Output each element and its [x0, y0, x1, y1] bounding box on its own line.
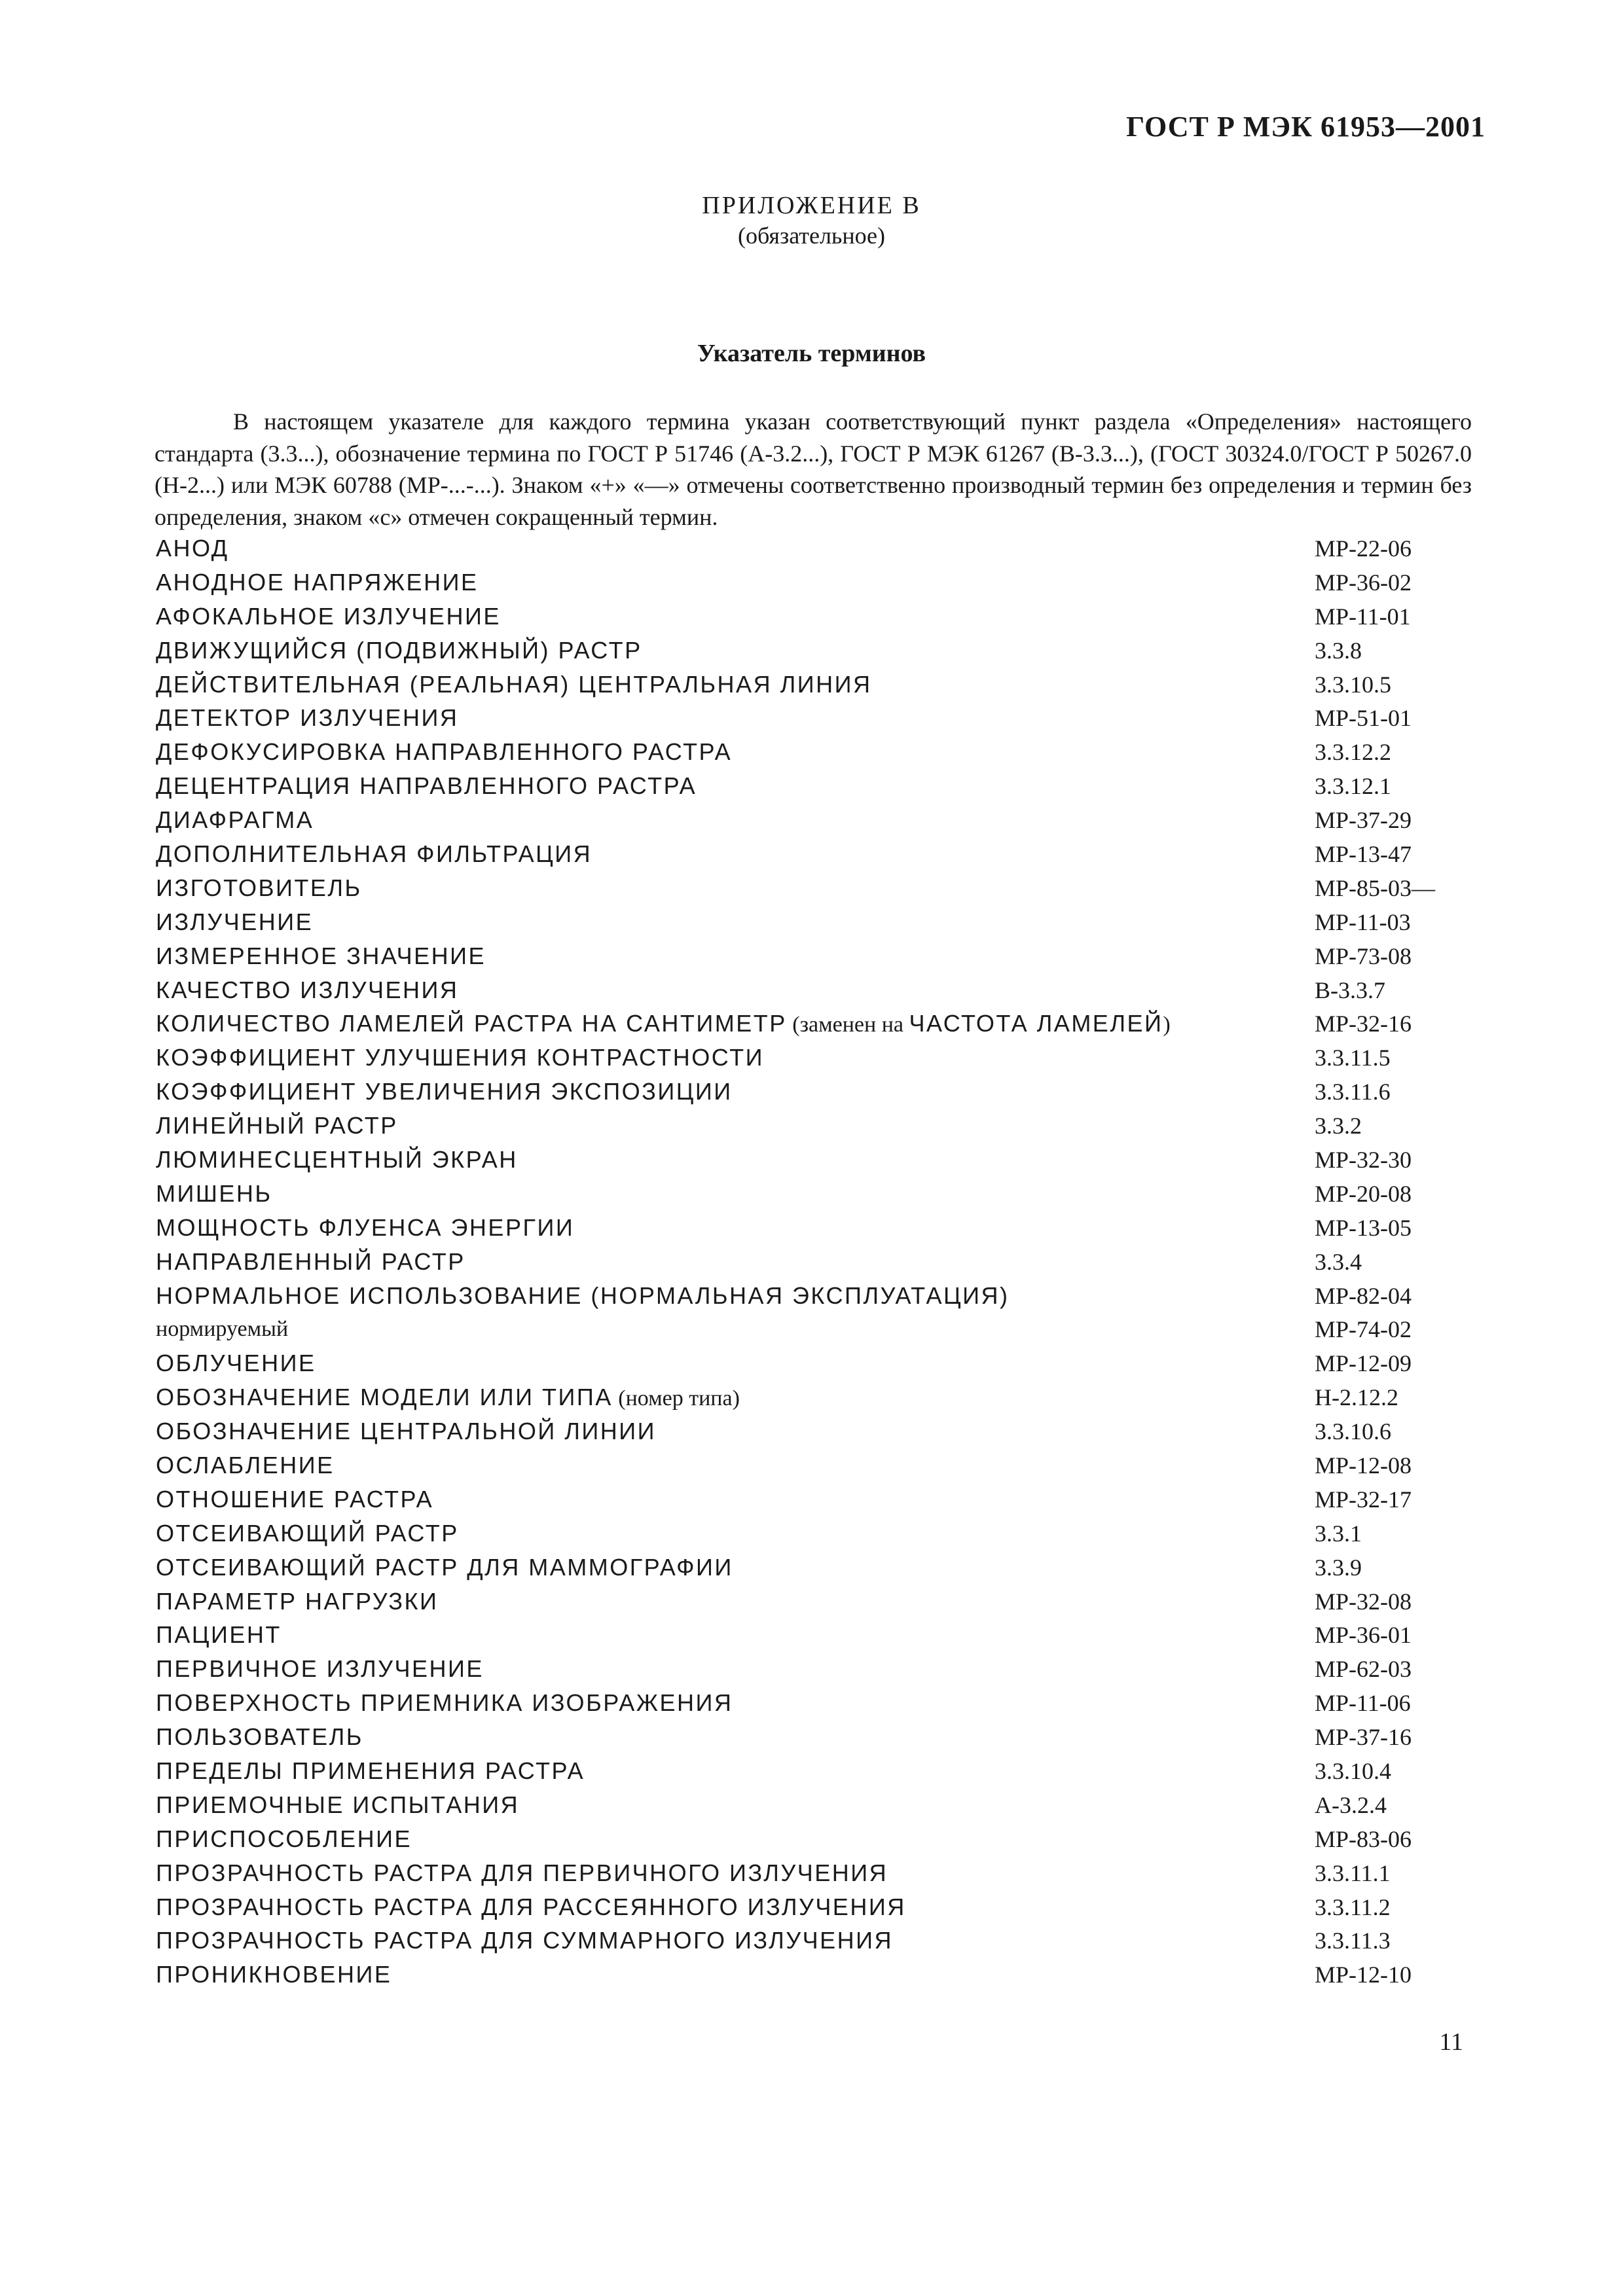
term-row: [156, 1585, 1472, 1619]
term-reference: МР-73-08: [1315, 942, 1412, 969]
term-reference: МР-62-03: [1315, 1656, 1412, 1683]
term-reference: 3.3.2: [1315, 1113, 1362, 1139]
term-reference: МР-36-02: [1315, 569, 1412, 596]
term-name: [156, 1452, 335, 1479]
term-text: КАЧЕСТВО ИЗЛУЧЕНИЯ: [156, 976, 459, 1003]
term-reference: МР-37-16: [1315, 1724, 1412, 1751]
term-row: [156, 1551, 1472, 1585]
term-name: [156, 1350, 316, 1377]
term-text-secondary: ЧАСТОТА ЛАМЕЛЕЙ: [909, 1010, 1163, 1037]
term-text: ПРОНИКНОВЕНИЕ: [156, 1961, 392, 1988]
term-text: ПРИСПОСОБЛЕНИЕ: [156, 1825, 412, 1852]
term-reference: 3.3.4: [1315, 1248, 1362, 1275]
term-note: (заменен на: [786, 1013, 909, 1037]
term-row: [156, 1177, 1472, 1211]
term-row: [156, 1007, 1472, 1041]
term-row: [156, 1619, 1472, 1653]
term-row: [156, 1211, 1472, 1245]
term-row: [156, 701, 1472, 735]
term-name: [156, 1214, 574, 1242]
term-text: ИЗЛУЧЕНИЕ: [156, 908, 314, 935]
term-name: [156, 806, 314, 834]
term-row: [156, 565, 1472, 600]
term-name: [156, 1486, 433, 1513]
term-reference: МР-11-01: [1315, 603, 1411, 630]
term-reference: 3.3.10.4: [1315, 1758, 1391, 1784]
term-name: [156, 1859, 888, 1887]
term-text: ОБОЗНАЧЕНИЕ ЦЕНТРАЛЬНОЙ ЛИНИИ: [156, 1418, 656, 1445]
term-reference: 3.3.11.2: [1315, 1893, 1391, 1920]
term-row: [156, 1414, 1472, 1448]
term-text: ДИАФРАГМА: [156, 806, 314, 834]
term-text: ПЕРВИЧНОЕ ИЗЛУЧЕНИЕ: [156, 1655, 484, 1683]
term-name: [156, 1146, 518, 1174]
term-text: ПАРАМЕТР НАГРУЗКИ: [156, 1587, 439, 1615]
term-reference: МР-11-06: [1315, 1690, 1411, 1717]
term-reference: МР-12-09: [1315, 1350, 1412, 1377]
term-name: [156, 535, 229, 562]
term-row: [156, 1482, 1472, 1516]
term-row: [156, 600, 1472, 634]
term-name: [156, 704, 458, 732]
term-name: [156, 1248, 465, 1276]
term-reference: 3.3.8: [1315, 637, 1362, 664]
term-name: [156, 977, 458, 1004]
term-name: [156, 1757, 585, 1785]
term-reference: 3.3.9: [1315, 1554, 1362, 1581]
term-row: [156, 1924, 1472, 1958]
term-name: [156, 942, 486, 970]
term-reference: МР-12-10: [1315, 1962, 1412, 1988]
term-name: [156, 1927, 893, 1954]
term-text: ДЕЦЕНТРАЦИЯ НАПРАВЛЕННОГО РАСТРА: [156, 772, 697, 800]
term-note-close: ): [1163, 1013, 1171, 1037]
term-reference: МР-85-03—: [1315, 874, 1436, 901]
term-name: [156, 1010, 1171, 1037]
term-name: [156, 1825, 412, 1853]
term-name: [156, 1689, 733, 1717]
term-reference: МР-22-06: [1315, 535, 1412, 562]
term-row: [156, 837, 1472, 871]
term-row: [156, 1788, 1472, 1822]
term-reference: МР-11-03: [1315, 908, 1411, 935]
term-row: [156, 1958, 1472, 1992]
term-name: [156, 840, 592, 868]
term-row: [156, 769, 1472, 803]
term-row: [156, 1312, 1472, 1346]
term-reference: МР-74-02: [1315, 1316, 1412, 1343]
term-text: ПОЛЬЗОВАТЕЛЬ: [156, 1723, 363, 1751]
term-text: ПРЕДЕЛЫ ПРИМЕНЕНИЯ РАСТРА: [156, 1757, 585, 1784]
term-reference: 3.3.12.2: [1315, 739, 1391, 766]
term-note: (номер типа): [612, 1386, 740, 1411]
term-reference: 3.3.11.1: [1315, 1859, 1391, 1886]
term-text: ОТНОШЕНИЕ РАСТРА: [156, 1485, 434, 1513]
term-text: ОБОЗНАЧЕНИЕ МОДЕЛИ ИЛИ ТИПА: [156, 1384, 613, 1411]
term-row: [156, 939, 1472, 973]
term-reference: Н-2.12.2: [1315, 1384, 1398, 1411]
term-text: КОЭФФИЦИЕНТ УЛУЧШЕНИЯ КОНТРАСТНОСТИ: [156, 1044, 764, 1071]
term-reference: 3.3.10.5: [1315, 671, 1391, 698]
term-text: КОЛИЧЕСТВО ЛАМЕЛЕЙ РАСТРА НА САНТИМЕТР: [156, 1010, 787, 1037]
term-row: [156, 1516, 1472, 1551]
term-name: [156, 1723, 363, 1751]
term-row: [156, 905, 1472, 939]
term-name: [156, 874, 362, 902]
term-reference: МР-20-08: [1315, 1180, 1412, 1207]
term-row: [156, 1890, 1472, 1924]
term-text: АНОДНОЕ НАПРЯЖЕНИЕ: [156, 568, 479, 596]
term-name: [156, 1621, 282, 1649]
term-text: НАПРАВЛЕННЫЙ РАСТР: [156, 1247, 465, 1275]
term-row: [156, 1041, 1472, 1075]
term-text: ПРОЗРАЧНОСТЬ РАСТРА ДЛЯ СУММАРНОГО ИЗЛУЧЕНИЯ: [156, 1927, 894, 1954]
annex-note: (обязательное): [738, 223, 885, 249]
term-text: ОБЛУЧЕНИЕ: [156, 1350, 316, 1377]
term-row: [156, 1279, 1472, 1313]
term-row: [156, 973, 1472, 1007]
term-text: ДЕФОКУСИРОВКА НАПРАВЛЕННОГО РАСТРА: [156, 738, 733, 766]
term-name: [156, 738, 732, 766]
term-text: ДВИЖУЩИЙСЯ (ПОДВИЖНЫЙ) РАСТР: [156, 636, 642, 664]
term-row: [156, 735, 1472, 769]
term-text: ДЕЙСТВИТЕЛЬНАЯ (РЕАЛЬНАЯ) ЦЕНТРАЛЬНАЯ ЛИНИЯ: [156, 670, 872, 698]
term-row: [156, 871, 1472, 905]
term-name: [156, 772, 697, 800]
term-text: КОЭФФИЦИЕНТ УВЕЛИЧЕНИЯ ЭКСПОЗИЦИИ: [156, 1078, 733, 1105]
term-text: ОСЛАБЛЕНИЕ: [156, 1451, 335, 1479]
term-reference: МР-13-47: [1315, 840, 1412, 867]
term-row: [156, 1245, 1472, 1279]
term-text: ЛИНЕЙНЫЙ РАСТР: [156, 1112, 398, 1139]
term-row: [156, 1822, 1472, 1856]
term-reference: МР-82-04: [1315, 1282, 1412, 1309]
term-row: [156, 634, 1472, 668]
term-reference: МР-83-06: [1315, 1825, 1412, 1852]
term-text: АНОД: [156, 534, 229, 562]
term-text: нормируемый: [156, 1317, 289, 1342]
term-text: МОЩНОСТЬ ФЛУЕНСА ЭНЕРГИИ: [156, 1213, 575, 1241]
term-row: [156, 1143, 1472, 1177]
term-row: [156, 803, 1472, 837]
term-name: [156, 1655, 484, 1683]
term-name: [156, 1078, 733, 1105]
term-name: [156, 1893, 906, 1921]
term-text: АФОКАЛЬНОЕ ИЗЛУЧЕНИЕ: [156, 602, 501, 630]
term-reference: МР-32-08: [1315, 1588, 1412, 1615]
term-row: [156, 1346, 1472, 1380]
term-text: ПОВЕРХНОСТЬ ПРИЕМНИКА ИЗОБРАЖЕНИЯ: [156, 1689, 733, 1717]
term-text: ПРОЗРАЧНОСТЬ РАСТРА ДЛЯ ПЕРВИЧНОГО ИЗЛУЧЕНИЯ: [156, 1859, 888, 1886]
term-name: [156, 1180, 272, 1208]
term-text: ОТСЕИВАЮЩИЙ РАСТР ДЛЯ МАММОГРАФИИ: [156, 1553, 733, 1581]
term-name: [156, 1282, 1009, 1310]
term-name: [156, 671, 871, 698]
term-reference: 3.3.11.6: [1315, 1079, 1391, 1105]
term-row: [156, 1448, 1472, 1482]
term-text: ПАЦИЕНТ: [156, 1621, 282, 1649]
term-row: [156, 531, 1472, 565]
term-reference: 3.3.12.1: [1315, 773, 1391, 800]
term-row: [156, 1380, 1472, 1414]
term-reference: МР-36-01: [1315, 1622, 1412, 1649]
term-row: [156, 1720, 1472, 1754]
term-name: [156, 1317, 288, 1342]
term-reference: МР-51-01: [1315, 705, 1412, 732]
term-row: [156, 1686, 1472, 1720]
term-reference: В-3.3.7: [1315, 977, 1385, 1003]
term-row: [156, 1856, 1472, 1890]
term-row: [156, 1075, 1472, 1109]
standard-number: ГОСТ Р МЭК 61953—2001: [1126, 111, 1486, 143]
term-name: [156, 1384, 740, 1411]
term-row: [156, 668, 1472, 702]
term-reference: 3.3.11.3: [1315, 1928, 1391, 1954]
term-text: ДОПОЛНИТЕЛЬНАЯ ФИЛЬТРАЦИЯ: [156, 840, 593, 867]
page-number: 11: [1439, 2028, 1463, 2056]
term-row: [156, 1754, 1472, 1788]
intro-paragraph: В настоящем указателе для каждого термина указан соответствующий пункт раздела «Определения» настоящего стандарта (3.3...), обозначение термина по ГОСТ Р 51746 (А-3.2...), ГОСТ Р МЭК 61267 (В-3.3...), (ГОСТ 30324.0/ГОСТ Р 50267.0 (Н-2...) или МЭК 60788 (МР-...-...). Знаком «+» «—» отмечены соответственно производный термин без определения и термин без определения, знаком «с» отмечен сокращенный термин.: [155, 408, 1472, 530]
term-text: ДЕТЕКТОР ИЗЛУЧЕНИЯ: [156, 704, 459, 732]
term-reference: 3.3.11.5: [1315, 1045, 1391, 1071]
term-reference: МР-13-05: [1315, 1214, 1412, 1241]
term-reference: МР-12-08: [1315, 1452, 1412, 1479]
term-name: [156, 1418, 656, 1445]
term-name: [156, 908, 313, 936]
term-name: [156, 1791, 519, 1819]
term-name: [156, 1554, 733, 1581]
term-reference: 3.3.10.6: [1315, 1418, 1391, 1445]
term-text: ПРИЕМОЧНЫЕ ИСПЫТАНИЯ: [156, 1791, 520, 1818]
term-text: ЛЮМИНЕСЦЕНТНЫЙ ЭКРАН: [156, 1145, 518, 1173]
term-row: [156, 1109, 1472, 1143]
section-heading: Указатель терминов: [697, 340, 926, 367]
term-text: ИЗГОТОВИТЕЛЬ: [156, 874, 362, 901]
term-text: НОРМАЛЬНОЕ ИСПОЛЬЗОВАНИЕ (НОРМАЛЬНАЯ ЭКСПЛУАТАЦИЯ): [156, 1282, 1010, 1309]
term-index-list: [156, 531, 1472, 1992]
term-reference: МР-37-29: [1315, 807, 1412, 834]
term-row: [156, 1652, 1472, 1686]
term-reference: А-3.2.4: [1315, 1791, 1387, 1818]
term-name: [156, 1588, 438, 1615]
term-name: [156, 1961, 392, 1988]
term-reference: 3.3.1: [1315, 1520, 1362, 1547]
term-name: [156, 1112, 398, 1139]
term-name: [156, 1044, 764, 1071]
term-text: ОТСЕИВАЮЩИЙ РАСТР: [156, 1519, 459, 1547]
term-name: [156, 603, 501, 630]
term-name: [156, 637, 642, 664]
term-reference: МР-32-30: [1315, 1146, 1412, 1173]
term-reference: МР-32-17: [1315, 1486, 1412, 1513]
annex-title: ПРИЛОЖЕНИЕ В: [702, 192, 921, 219]
term-name: [156, 569, 478, 596]
term-text: ИЗМЕРЕННОЕ ЗНАЧЕНИЕ: [156, 942, 486, 969]
term-text: МИШЕНЬ: [156, 1179, 272, 1207]
term-reference: МР-32-16: [1315, 1011, 1412, 1037]
term-text: ПРОЗРАЧНОСТЬ РАСТРА ДЛЯ РАССЕЯННОГО ИЗЛУЧЕНИЯ: [156, 1893, 906, 1920]
term-name: [156, 1520, 459, 1547]
